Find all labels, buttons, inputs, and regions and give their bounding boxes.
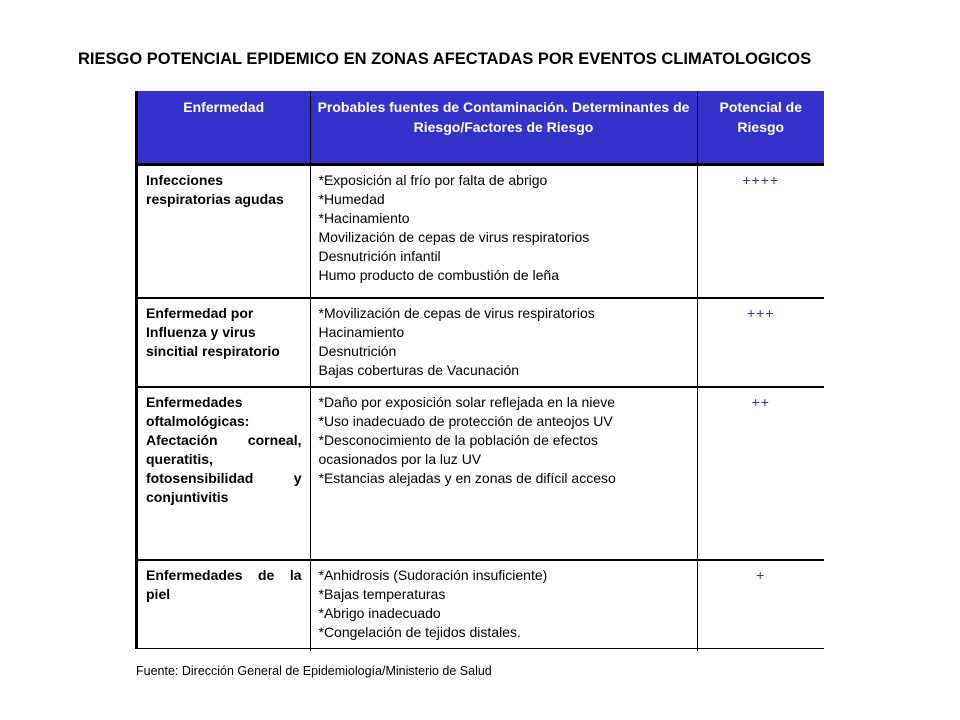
disease-cell: Infecciones respiratorias agudas	[138, 165, 310, 299]
factor-item: *Estancias alejadas y en zonas de difícil acceso	[318, 470, 616, 486]
disease-cell: Enfermedad por Influenza y virus sincitial respiratorio	[138, 298, 310, 387]
factors-cell	[310, 298, 697, 387]
risk-level-cell: ++	[697, 387, 824, 560]
risk-level-cell: +	[756, 567, 766, 583]
risk-table	[138, 91, 824, 651]
header-disease: Enfermedad	[138, 91, 310, 165]
factors-cell	[310, 560, 697, 651]
table-row	[138, 387, 824, 560]
table-row	[138, 298, 824, 387]
factor-item: Bajas coberturas de Vacunación	[318, 362, 520, 378]
risk-table-container	[135, 91, 824, 649]
slide-title: RIESGO POTENCIAL EPIDEMICO EN ZONAS AFECTADAS POR EVENTOS CLIMATOLOGICOS	[78, 50, 812, 68]
table-header-row	[138, 91, 824, 165]
factor-item: Desnutrición	[318, 343, 397, 359]
factor-item: *Movilización de cepas de virus respiratorios	[318, 305, 595, 321]
factor-item: *Abrigo inadecuado	[318, 605, 441, 621]
factor-item: *Desconocimiento de la población de efectos	[318, 432, 598, 448]
header-risk: Potencial de Riesgo	[697, 91, 824, 165]
factor-item: *Hacinamiento	[318, 210, 410, 226]
header-factors: Probables fuentes de Contaminación. Determinantes de Riesgo/Factores de Riesgo	[310, 91, 697, 165]
factor-item: *Daño por exposición solar reflejada en la nieve	[318, 394, 616, 410]
risk-level-cell: +++	[697, 298, 824, 387]
factor-item: *Congelación de tejidos distales.	[318, 624, 521, 640]
factors-cell	[310, 165, 697, 299]
factor-item: *Humedad	[318, 191, 385, 207]
factor-item: Movilización de cepas de virus respiratorios	[318, 229, 590, 245]
disease-cell: Enfermedades oftalmológicas: Afectación corneal, queratitis, fotosensibilidad y conjuntivitis	[138, 387, 310, 560]
factor-item: *Bajas temperaturas	[318, 586, 446, 602]
disease-cell: Enfermedades de la piel	[138, 560, 310, 651]
risk-level-cell: ++++	[697, 165, 824, 299]
factor-item: *Anhidrosis (Sudoración insuficiente)	[318, 567, 548, 583]
factor-item: *Exposición al frío por falta de abrigo	[318, 172, 548, 188]
factors-cell	[310, 387, 697, 560]
table-row	[138, 560, 824, 651]
factor-item: Humo producto de combustión de leña	[318, 267, 559, 283]
source-note: Fuente: Dirección General de Epidemiología/Ministerio de Salud	[136, 664, 492, 678]
factor-item: ocasionados por la luz UV	[318, 451, 482, 467]
factor-item: Hacinamiento	[318, 324, 405, 340]
factor-item: *Uso inadecuado de protección de anteojos UV	[318, 413, 613, 429]
factor-item: Desnutrición infantil	[318, 248, 441, 264]
table-row	[138, 165, 824, 299]
